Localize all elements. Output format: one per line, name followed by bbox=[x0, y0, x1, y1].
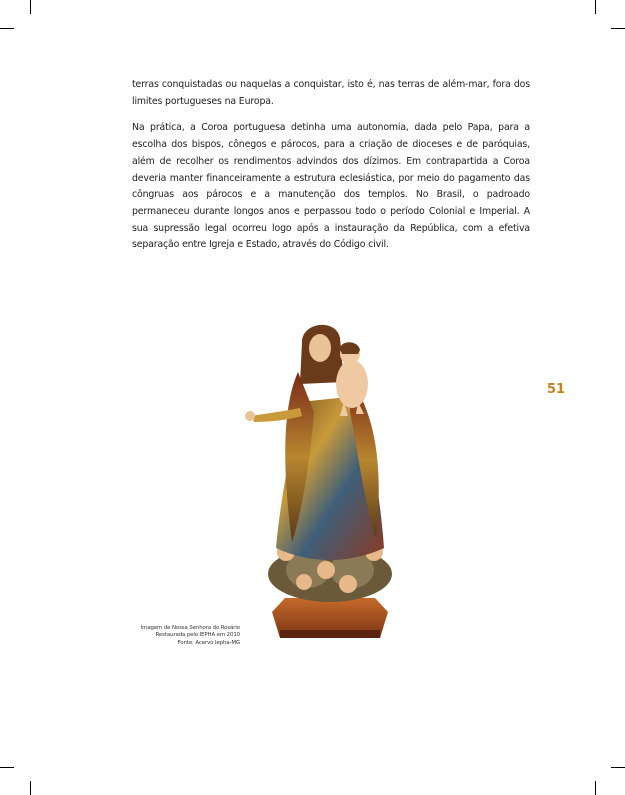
crop-mark bbox=[0, 28, 14, 29]
paragraph: Na prática, a Coroa portuguesa detinha uma autonomia, dada pelo Papa, para a escolha dos bispos, cônegos e párocos, para a criação de dioceses e de paróquias, além de recolher os rendimentos advindos dos dízimos. Em contrapartida a Coroa deveria manter financeiramente a estrutura eclesiástica, por meio do pagamento das côngruas aos párocos e a manutenção dos templos. No Brasil, o padroado permaneceu durante longos anos e perpassou todo o período Colonial e Imperial. A sua supressão legal ocorreu logo após a instauração da República, com a efetiva separação entre Igreja e Estado, através do Código civil. bbox=[132, 122, 530, 251]
body-text bbox=[132, 77, 530, 264]
crop-mark bbox=[30, 781, 31, 795]
crop-mark bbox=[595, 0, 596, 14]
crop-mark bbox=[30, 0, 31, 14]
caption-source: Fonte: Acervo Iepha-MG bbox=[177, 639, 240, 646]
caption-title: Imagem de Nossa Senhora do Rosário bbox=[140, 625, 240, 631]
crop-mark bbox=[595, 781, 596, 795]
crop-mark bbox=[0, 767, 14, 768]
crop-mark bbox=[611, 28, 625, 29]
image-caption bbox=[100, 625, 240, 647]
caption-restoration: Restaurada pelo IEPHA em 2010 bbox=[155, 632, 240, 639]
paragraph: terras conquistadas ou naquelas a conquistar, isto é, nas terras de além-mar, fora dos limites portugueses na Europa. bbox=[132, 79, 530, 107]
crop-mark bbox=[611, 767, 625, 768]
page-number: 51 bbox=[547, 382, 566, 397]
statue-image bbox=[240, 312, 420, 644]
